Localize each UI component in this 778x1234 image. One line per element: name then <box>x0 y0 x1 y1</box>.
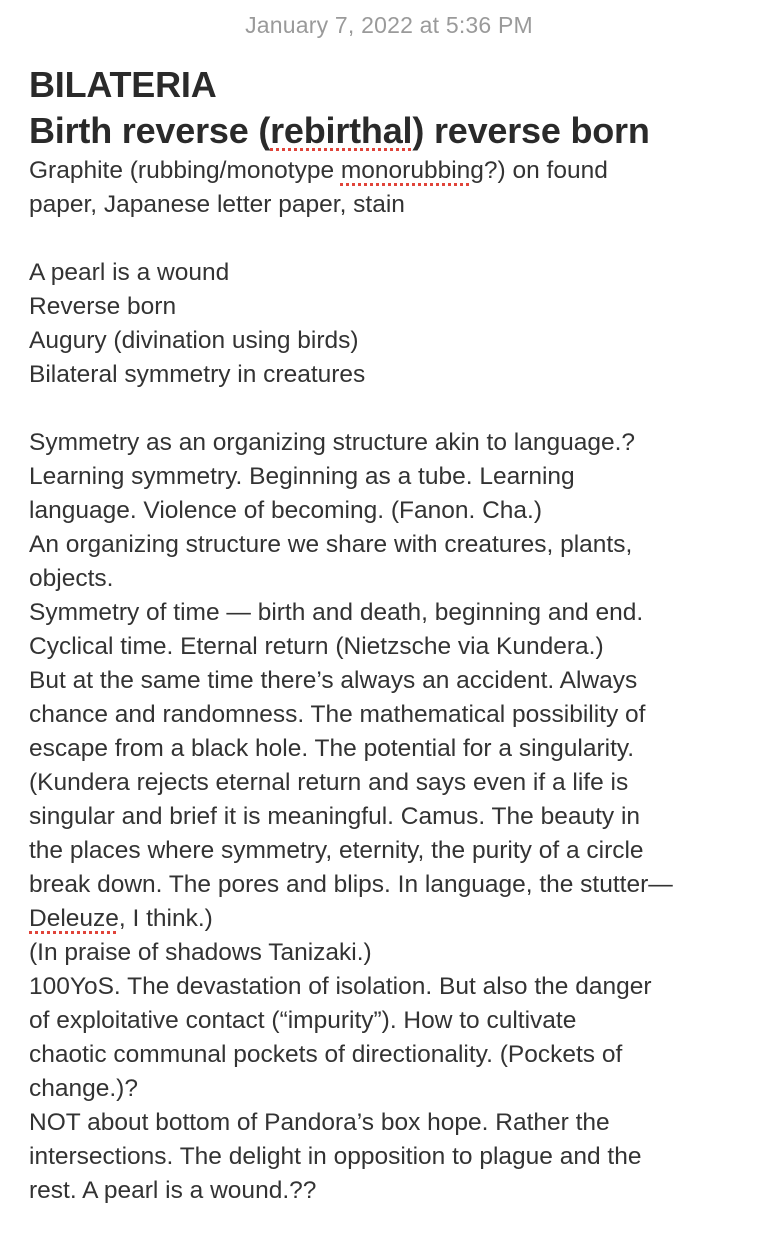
text-line: change.)? <box>29 1075 138 1102</box>
text-line: escape from a black hole. The potential for a singularity. <box>29 735 635 762</box>
text-line: Symmetry as an organizing structure akin to language.? <box>29 429 636 456</box>
text-line: chance and randomness. The mathematical possibility of <box>29 701 646 728</box>
text-line: (Kundera rejects eternal return and says even if a life is <box>29 769 629 796</box>
text-line: the places where symmetry, eternity, the purity of a circle <box>29 837 644 864</box>
text-fragment: , I think.) <box>118 905 213 932</box>
list-item: A pearl is a wound <box>29 259 230 286</box>
text-line: of exploitative contact (“impurity”). How to cultivate <box>29 1007 577 1034</box>
text-line: rest. A pearl is a wound.?? <box>29 1177 317 1204</box>
text-line: 100YoS. The devastation of isolation. But also the danger <box>29 973 652 1000</box>
list-item: Reverse born <box>29 293 177 320</box>
text-line: objects. <box>29 565 114 592</box>
text-line: chaotic communal pockets of directionality. (Pockets of <box>29 1041 623 1068</box>
text-line: intersections. The delight in opposition to plague and the <box>29 1143 642 1170</box>
medium-text-pre: Graphite (rubbing/monotype <box>29 157 341 184</box>
misspelled-word[interactable]: Deleuze <box>29 905 119 932</box>
text-line: break down. The pores and blips. In language, the stutter— <box>29 871 673 898</box>
text-line: An organizing structure we share with creatures, plants, <box>29 531 633 558</box>
text-line: But at the same time there’s always an accident. Always <box>29 667 638 694</box>
list-item: Bilateral symmetry in creatures <box>29 361 366 388</box>
text-line: NOT about bottom of Pandora’s box hope. Rather the <box>29 1109 610 1136</box>
blank-line <box>29 392 765 426</box>
text-line: singular and brief it is meaningful. Camus. The beauty in <box>29 803 641 830</box>
subtitle-text-pre: Birth reverse ( <box>29 110 271 151</box>
note-title: BILATERIA <box>29 64 217 105</box>
medium-text-post: ?) on found <box>483 157 608 184</box>
text-line <box>29 902 765 936</box>
note-subtitle <box>29 108 765 154</box>
misspelled-word[interactable]: monorubbing <box>340 157 484 184</box>
note-paragraph <box>29 426 765 1208</box>
medium-line: paper, Japanese letter paper, stain <box>29 191 405 218</box>
text-line: (In praise of shadows Tanizaki.) <box>29 939 372 966</box>
note-timestamp: January 7, 2022 at 5:36 PM <box>245 12 533 38</box>
blank-line <box>29 222 765 256</box>
text-line: language. Violence of becoming. (Fanon. Cha.) <box>29 497 543 524</box>
text-line: Learning symmetry. Beginning as a tube. Learning <box>29 463 575 490</box>
text-line: Symmetry of time — birth and death, beginning and end. <box>29 599 644 626</box>
misspelled-word[interactable]: rebirthal <box>270 110 413 151</box>
list-item: Augury (divination using birds) <box>29 327 359 354</box>
note-list <box>29 256 765 426</box>
note-medium <box>29 154 765 256</box>
text-line: Cyclical time. Eternal return (Nietzsche via Kundera.) <box>29 633 604 660</box>
note-body[interactable] <box>29 62 765 1208</box>
medium-line <box>29 154 765 188</box>
subtitle-text-post: ) reverse born <box>412 110 650 151</box>
